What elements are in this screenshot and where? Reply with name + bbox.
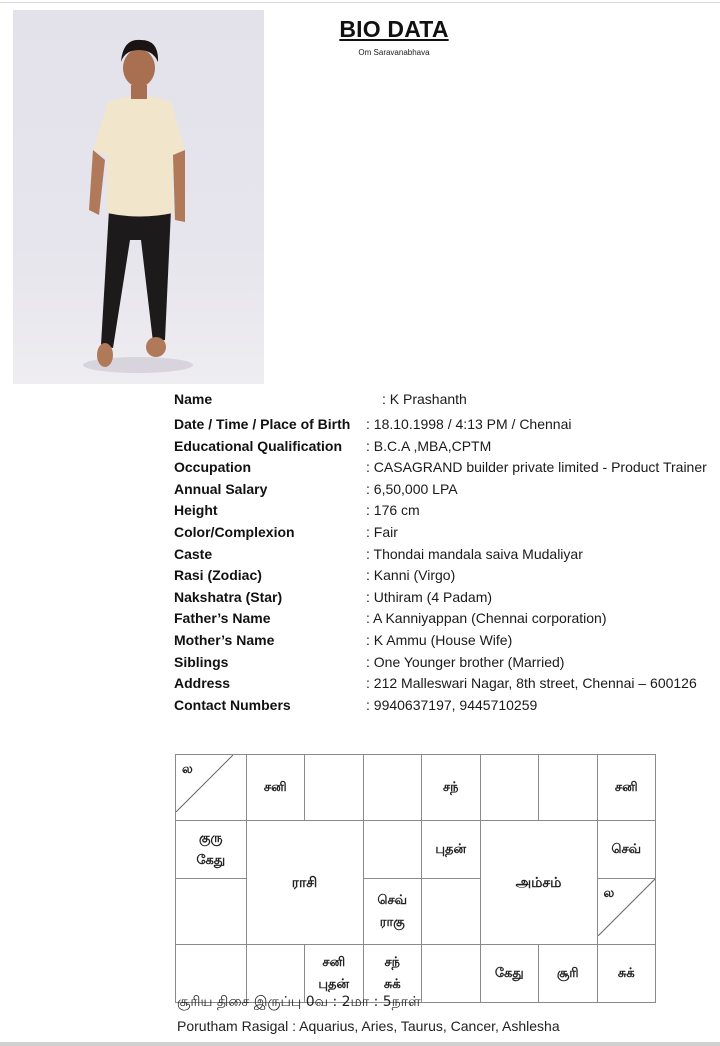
- detail-row-name: [174, 388, 714, 414]
- detail-value: : CASAGRAND builder private limited - Product Trainer: [366, 459, 707, 476]
- detail-row-caste: [174, 544, 714, 566]
- detail-value: : 9940637197, 9445710259: [366, 696, 538, 713]
- detail-label: Siblings: [174, 653, 229, 670]
- detail-value: : B.C.A ,MBA,CPTM: [366, 437, 492, 454]
- cell-text: புதன்: [318, 976, 350, 992]
- detail-value: : Fair: [366, 523, 398, 540]
- detail-value: : 176 cm: [366, 502, 420, 519]
- amsam-cell-r1c1: சந்: [422, 755, 481, 821]
- detail-label: Name: [174, 391, 213, 407]
- detail-label: Occupation: [174, 459, 252, 476]
- detail-row-salary: [174, 479, 714, 501]
- rasi-center-label: ராசி: [246, 821, 363, 945]
- detail-value: : Thondai mandala saiva Mudaliyar: [366, 545, 583, 562]
- amsam-cell-r1c3: [539, 755, 598, 821]
- rasi-cell-r2c4: [363, 821, 422, 879]
- amsam-cell-r3c4: [597, 879, 656, 945]
- amsam-cell-r4c2: கேது: [480, 945, 539, 1003]
- amsam-cell-r4c4: சுக்: [597, 945, 656, 1003]
- cell-text: ல: [182, 762, 193, 777]
- detail-row-education: [174, 436, 714, 458]
- diagonal-line-icon: [176, 755, 233, 812]
- cell-text: குரு: [198, 830, 223, 846]
- detail-value: : K Ammu (House Wife): [366, 631, 513, 648]
- top-divider: [0, 2, 720, 3]
- cell-text: கேது: [196, 852, 226, 868]
- amsam-cell-r4c3: சூரி: [539, 945, 598, 1003]
- detail-value: : One Younger brother (Married): [366, 653, 565, 670]
- cell-text: சந்: [384, 954, 401, 970]
- detail-label: Educational Qualification: [174, 437, 343, 454]
- cell-text: சுக்: [383, 976, 401, 992]
- detail-label: Nakshatra (Star): [174, 588, 283, 605]
- horoscope-grid: [175, 754, 656, 1003]
- detail-row-siblings: [174, 652, 714, 674]
- detail-row-address: [174, 673, 714, 695]
- porutham-line: Porutham Rasigal : Aquarius, Aries, Taurus, Cancer, Ashlesha: [177, 1018, 560, 1034]
- detail-row-occupation: [174, 457, 714, 479]
- amsam-cell-r3c1: [422, 879, 481, 945]
- detail-value: : Kanni (Virgo): [366, 567, 456, 584]
- detail-label: Rasi (Zodiac): [174, 567, 262, 584]
- detail-label: Mother’s Name: [174, 631, 275, 648]
- rasi-cell-r1c2: சனி: [246, 755, 305, 821]
- detail-value: : 212 Malleswari Nagar, 8th street, Chennai – 600126: [366, 675, 697, 692]
- detail-row-mother: [174, 630, 714, 652]
- cell-text: ராகு: [379, 914, 405, 930]
- page-title: BIO DATA: [339, 16, 449, 42]
- rasi-cell-r1c1: [176, 755, 247, 821]
- detail-value: : 6,50,000 LPA: [366, 480, 458, 497]
- page-subtitle: Om Saravanabhava: [358, 48, 430, 57]
- amsam-cell-r1c2: [480, 755, 539, 821]
- detail-value: : 18.10.1998 / 4:13 PM / Chennai: [366, 416, 572, 432]
- detail-row-contact: [174, 695, 714, 717]
- detail-label: Height: [174, 502, 218, 519]
- rasi-cell-r2c1: [176, 821, 247, 879]
- rasi-cell-r1c3: [305, 755, 364, 821]
- amsam-cell-r2c4: செவ்: [597, 821, 656, 879]
- rasi-cell-r1c4: [363, 755, 422, 821]
- detail-row-complexion: [174, 522, 714, 544]
- dasa-line: சூரிய திசை இருப்பு 0வ : 2மா : 5நாள்: [177, 994, 421, 1010]
- detail-row-height: [174, 500, 714, 522]
- diagonal-line-icon: [598, 879, 655, 936]
- detail-label: Annual Salary: [174, 480, 268, 497]
- amsam-center-label: அம்சம்: [480, 821, 597, 945]
- detail-value: : Uthiram (4 Padam): [366, 588, 493, 605]
- amsam-cell-r1c4: சனி: [597, 755, 656, 821]
- detail-label: Father’s Name: [174, 610, 271, 627]
- detail-label: Caste: [174, 545, 213, 562]
- cell-text: செவ்: [377, 892, 408, 908]
- profile-photo: [13, 10, 264, 384]
- cell-text: ல: [603, 886, 615, 901]
- amsam-cell-r2c1: புதன்: [422, 821, 481, 879]
- amsam-cell-r4c1: [422, 945, 481, 1003]
- detail-row-nakshatra: [174, 587, 714, 609]
- rasi-cell-r3c1: [176, 879, 247, 945]
- detail-row-father: [174, 608, 714, 630]
- bottom-divider: [0, 1042, 720, 1046]
- cell-text: சனி: [322, 954, 346, 970]
- detail-value: : K Prashanth: [382, 391, 467, 407]
- detail-label: Address: [174, 675, 231, 692]
- detail-label: Contact Numbers: [174, 696, 291, 713]
- rasi-cell-r3c4: [363, 879, 422, 945]
- detail-row-birth: [174, 414, 714, 436]
- detail-value: : A Kanniyappan (Chennai corporation): [366, 610, 607, 627]
- detail-label: Date / Time / Place of Birth: [174, 416, 351, 432]
- detail-row-rasi: [174, 565, 714, 587]
- person-figure-illustration: [13, 10, 264, 384]
- horoscope-charts: [175, 754, 642, 992]
- details-list: [174, 388, 714, 716]
- detail-label: Color/Complexion: [174, 523, 295, 540]
